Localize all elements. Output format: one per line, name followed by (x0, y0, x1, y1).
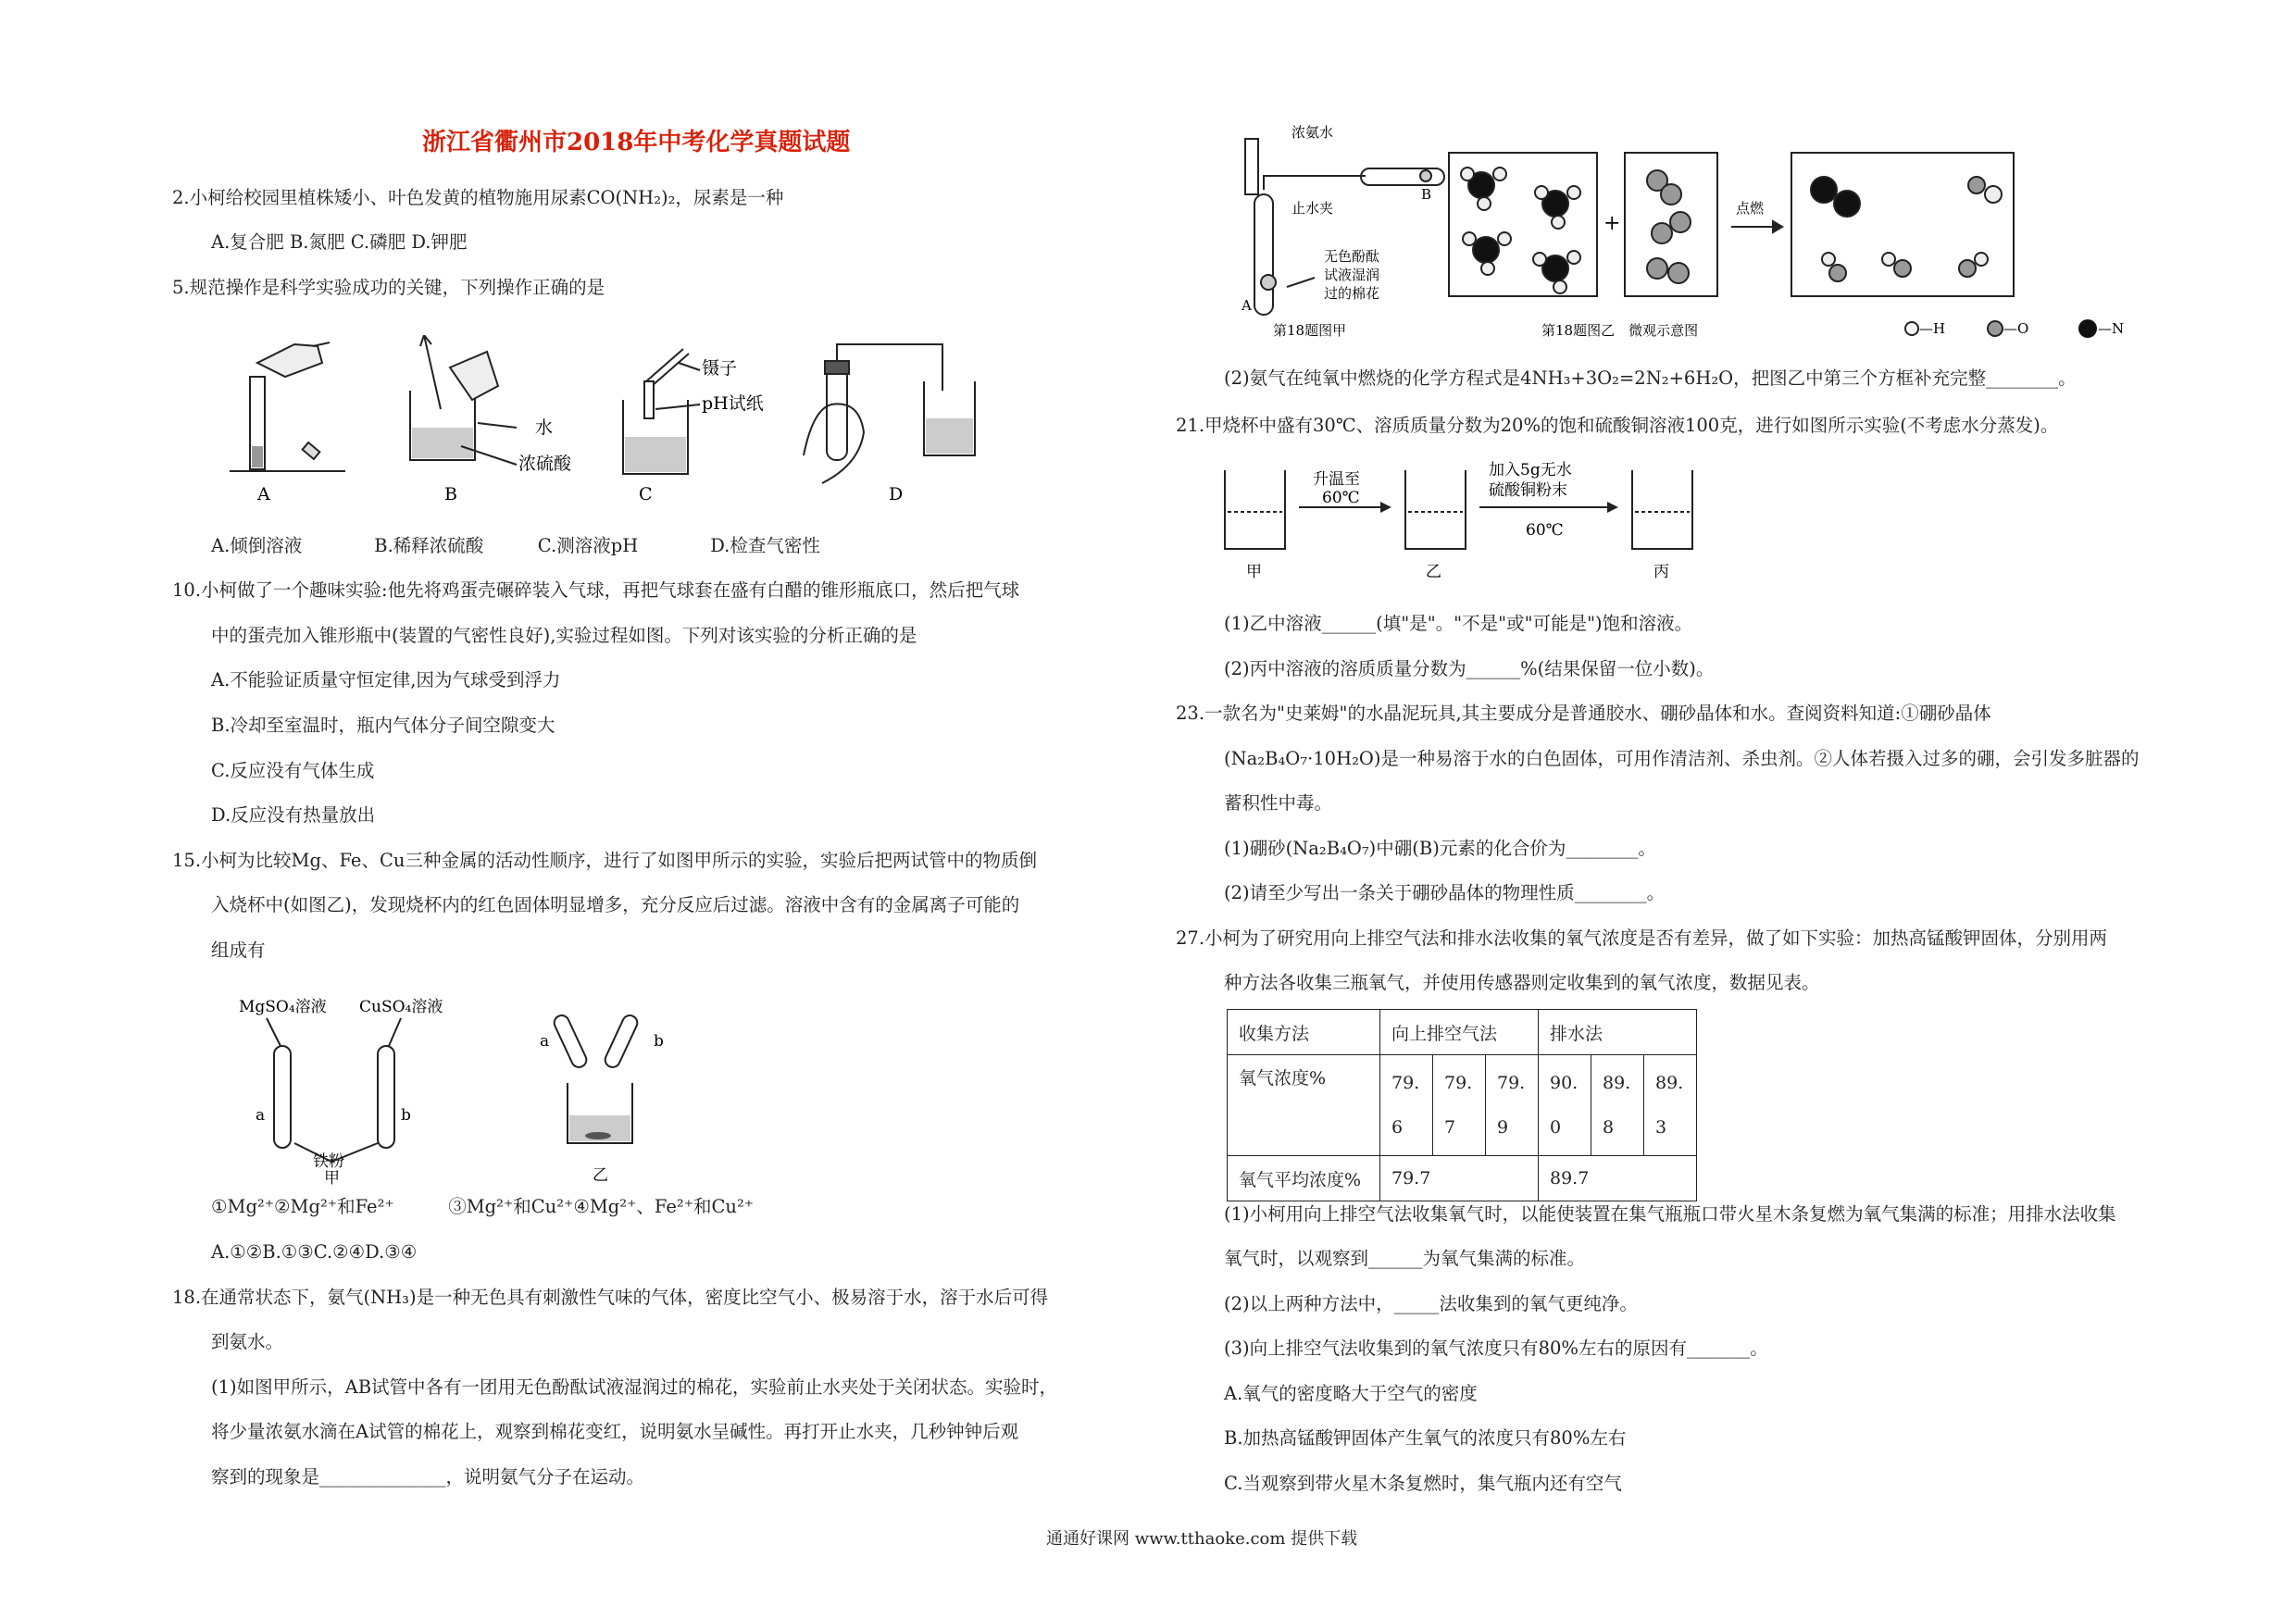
q18-B-label: B (1421, 186, 1432, 203)
q27-data-table (1227, 1009, 1697, 1201)
q21-step2-c: 60℃ (1526, 521, 1564, 540)
q15-jia-label: 甲 (324, 1169, 340, 1185)
q5-stem: 5.规范操作是科学实验成功的关键，下列操作正确的是 (172, 277, 605, 298)
q15-mgso4-label: MgSO₄溶液 (239, 998, 327, 1016)
q18-box3 (1791, 153, 2014, 296)
table-cell: 79. 6 (1380, 1055, 1433, 1156)
table-cell: 89. 3 (1644, 1055, 1697, 1156)
q15-beaker-yi (552, 1013, 640, 1143)
q15-yi-a: a (540, 1032, 550, 1051)
q2-options: A.复合肥 B.氮肥 C.磷肥 D.钾肥 (211, 231, 468, 253)
q23-part2: (2)请至少写出一条关于硼砂晶体的物理性质________。 (1224, 882, 1666, 903)
q15-options: A.①②B.①③C.②④D.③④ (211, 1241, 418, 1263)
q18-arrow (1731, 221, 1782, 232)
q23-part1: (1)硼砂(Na₂B₄O₇)中硼(B)元素的化合价为________。 (1224, 838, 1656, 859)
op-c-tweezers-note: 镊子 (702, 358, 738, 379)
table-avg-water: 89.7 (1539, 1156, 1697, 1201)
q10-option-d: D.反应没有热量放出 (211, 804, 376, 826)
op-c-ph (623, 349, 700, 474)
q21-bing: 丙 (1653, 563, 1669, 581)
q18-stem-1: 18.在通常状态下，氨气(NH₃)是一种无色具有刺激性气味的气体，密度比空气小、极易溶于水，溶于水后可得 (172, 1287, 1049, 1308)
q18-clamp-label: 止水夹 (1292, 200, 1334, 217)
q2-stem: 2.小柯给校园里植株矮小、叶色发黄的植物施用尿素CO(NH₂)₂，尿素是一种 (172, 187, 784, 208)
op-d-airtight (804, 344, 975, 483)
q5-operations-figure (230, 335, 989, 506)
table-header-water: 排水法 (1539, 1010, 1697, 1055)
q10-option-b: B.冷却至室温时，瓶内气体分子间空隙变大 (211, 715, 555, 736)
q18-A-label: A (1242, 297, 1252, 314)
table-row-average-label: 氧气平均浓度% (1228, 1156, 1380, 1201)
doc-title: 浙江省衢州市2018年中考化学真题试题 (422, 129, 851, 156)
q18-part1-2: 将少量浓氨水滴在A试管的棉花上，观察到棉花变红，说明氨水呈碱性。再打开止水夹，几秒钟钟后观 (211, 1421, 1019, 1442)
q10-stem-2: 中的蛋壳加入锥形瓶中(装置的气密性良好),实验过程如图。下列对该实验的分析正确的是 (211, 625, 917, 646)
op-c-ph-note: pH试纸 (702, 393, 764, 414)
q21-step2-a: 加入5g无水 (1489, 461, 1572, 479)
q15-tubes-jia (267, 1018, 401, 1162)
q5-options: A.倾倒溶液 B.稀释浓硫酸 C.测溶液pH D.检查气密性 (211, 535, 820, 556)
q27-part1-1: (1)小柯用向上排空气法收集氧气时，以能使装置在集气瓶瓶口带火星木条复燃为氧气集满的标准；用排水法收集 (1224, 1203, 2116, 1225)
q18-caption-jia: 第18题图甲 (1273, 322, 1347, 339)
q18-cotton-3: 过的棉花 (1324, 285, 1380, 302)
q21-figure (1220, 456, 1711, 586)
q21-part2: (2)丙中溶液的溶质质量分数为______%(结果保留一位小数)。 (1224, 658, 1715, 679)
page-footer: 通通好课网 www.tthaoke.com 提供下载 (1046, 1529, 1358, 1549)
q10-stem-1: 10.小柯做了一个趣味实验:他先将鸡蛋壳碾碎装入气球，再把气球套在盛有白醋的锥形瓶底口，然后把气球 (172, 579, 1020, 601)
q23-stem-2: (Na₂B₄O₇·10H₂O)是一种易溶于水的白色固体，可用作清洁剂、杀虫剂。②人体若摄入过多的硼，会引发多脏器的 (1224, 748, 2140, 769)
q18-plus: + (1603, 212, 1621, 235)
q10-option-c: C.反应没有气体生成 (211, 760, 375, 781)
q27-stem-2: 种方法各收集三瓶氧气，并使用传感器则定收集到的氧气浓度，数据见表。 (1224, 972, 1820, 993)
q18-cotton-1: 无色酚酞 (1324, 248, 1380, 265)
q21-part1: (1)乙中溶液______(填"是"。"不是"或"可能是")饱和溶液。 (1224, 613, 1693, 634)
q18-part2: (2)氨气在纯氧中燃烧的化学方程式是4NH₃+3O₂=2N₂+6H₂O，把图乙中第三个方框补充完整________。 (1224, 367, 2077, 389)
op-d-label: D (889, 484, 904, 504)
q27-stem-1: 27.小柯为了研究用向上排空气法和排水法收集的氧气浓度是否有差异，做了如下实验：加热高锰酸钾固体，分别用两 (1176, 927, 2108, 949)
q27-option-b: B.加热高锰酸钾固体产生氧气的浓度只有80%左右 (1224, 1427, 1627, 1449)
q15-yi-b: b (654, 1032, 664, 1051)
q18-box1 (1449, 153, 1597, 296)
q15-stem-1: 15.小柯为比较Mg、Fe、Cu三种金属的活动性顺序，进行了如图甲所示的实验，实验后把两试管中的物质倒 (172, 850, 1037, 871)
op-c-label: C (639, 484, 653, 504)
q21-step1-a: 升温至 (1313, 470, 1360, 489)
table-row-concentration-label: 氧气浓度% (1228, 1055, 1380, 1156)
q15-figure (239, 995, 702, 1185)
q21-beaker-yi (1405, 470, 1466, 549)
q15-iron-label: 铁粉 (313, 1152, 344, 1171)
q21-step1-b: 60℃ (1322, 489, 1360, 507)
q18-legend-n: —N (2098, 320, 2125, 337)
q18-legend-o: —O (2003, 320, 2029, 337)
q15-yi-label: 乙 (593, 1166, 608, 1185)
q27-option-a: A.氧气的密度略大于空气的密度 (1224, 1383, 1478, 1404)
op-b-label: B (444, 484, 457, 504)
table-cell: 79. 7 (1433, 1055, 1486, 1156)
op-b-water-note: 水 (535, 417, 554, 438)
q18-box2 (1625, 153, 1717, 296)
table-avg-up: 79.7 (1380, 1156, 1539, 1201)
q18-part1-1: (1)如图甲所示，AB试管中各有一团用无色酚酞试液湿润过的棉花，实验前止水夹处于关闭状态。实验时， (211, 1376, 1058, 1398)
q21-step2-b: 硫酸铜粉末 (1489, 481, 1567, 500)
op-a-label: A (257, 484, 270, 504)
op-b-acid-note: 浓硫酸 (518, 454, 572, 474)
q15-choices: ①Mg²⁺②Mg²⁺和Fe²⁺ ③Mg²⁺和Cu²⁺④Mg²⁺、Fe²⁺和Cu²⁺ (211, 1196, 755, 1217)
q18-caption-yi: 第18题图乙 微观示意图 (1541, 322, 1699, 339)
q21-beaker-jia (1225, 470, 1285, 549)
q21-stem: 21.甲烧杯中盛有30℃、溶质质量分数为20%的饱和硫酸铜溶液100克，进行如图所示实验(不考虑水分蒸发)。 (1176, 415, 2059, 436)
table-cell: 89. 8 (1591, 1055, 1644, 1156)
table-cell: 79. 9 (1486, 1055, 1539, 1156)
q10-option-a: A.不能验证质量守恒定律,因为气球受到浮力 (211, 669, 561, 691)
q18-stem-2: 到氨水。 (211, 1331, 284, 1352)
q15-a-label: a (256, 1106, 266, 1125)
op-b-dilute (410, 335, 517, 465)
q18-figure (1236, 120, 2254, 352)
table-header-method: 收集方法 (1228, 1010, 1380, 1055)
q18-part1-3: 察到的现象是______________，说明氨气分子在运动。 (211, 1466, 645, 1487)
op-a-pour (230, 342, 345, 471)
q23-stem-3: 蓄积性中毒。 (1224, 792, 1333, 814)
q27-option-c: C.当观察到带火星木条复燃时，集气瓶内还有空气 (1224, 1473, 1622, 1494)
q15-cuso4-label: CuSO₄溶液 (359, 998, 443, 1016)
q15-stem-2: 入烧杯中(如图乙)，发现烧杯内的红色固体明显增多，充分反应后过滤。溶液中含有的金属离子可能的 (211, 894, 1020, 915)
q27-part3: (3)向上排空气法收集到的氧气浓度只有80%左右的原因有_______。 (1224, 1338, 1768, 1359)
q21-yi: 乙 (1426, 563, 1441, 581)
q18-ammonia-label: 浓氨水 (1292, 124, 1334, 141)
q21-jia: 甲 (1246, 563, 1262, 581)
q27-part1-2: 氧气时，以观察到______为氧气集满的标准。 (1224, 1248, 1586, 1269)
q27-part2: (2)以上两种方法中，_____法收集到的氧气更纯净。 (1224, 1293, 1638, 1314)
q23-stem-1: 23.一款名为"史莱姆"的水晶泥玩具,其主要成分是普通胶水、硼砂晶体和水。查阅资料知道:①硼砂晶体 (1176, 703, 1991, 724)
table-cell: 90. 0 (1539, 1055, 1591, 1156)
q18-ignite-label: 点燃 (1736, 200, 1765, 217)
q18-cotton-2: 试液湿润 (1324, 267, 1380, 283)
q18-legend-h: —H (1919, 320, 1946, 337)
q15-stem-3: 组成有 (211, 940, 266, 961)
q21-beaker-bing (1632, 470, 1692, 549)
q15-b-label: b (401, 1106, 411, 1125)
table-header-up: 向上排空气法 (1380, 1010, 1539, 1055)
